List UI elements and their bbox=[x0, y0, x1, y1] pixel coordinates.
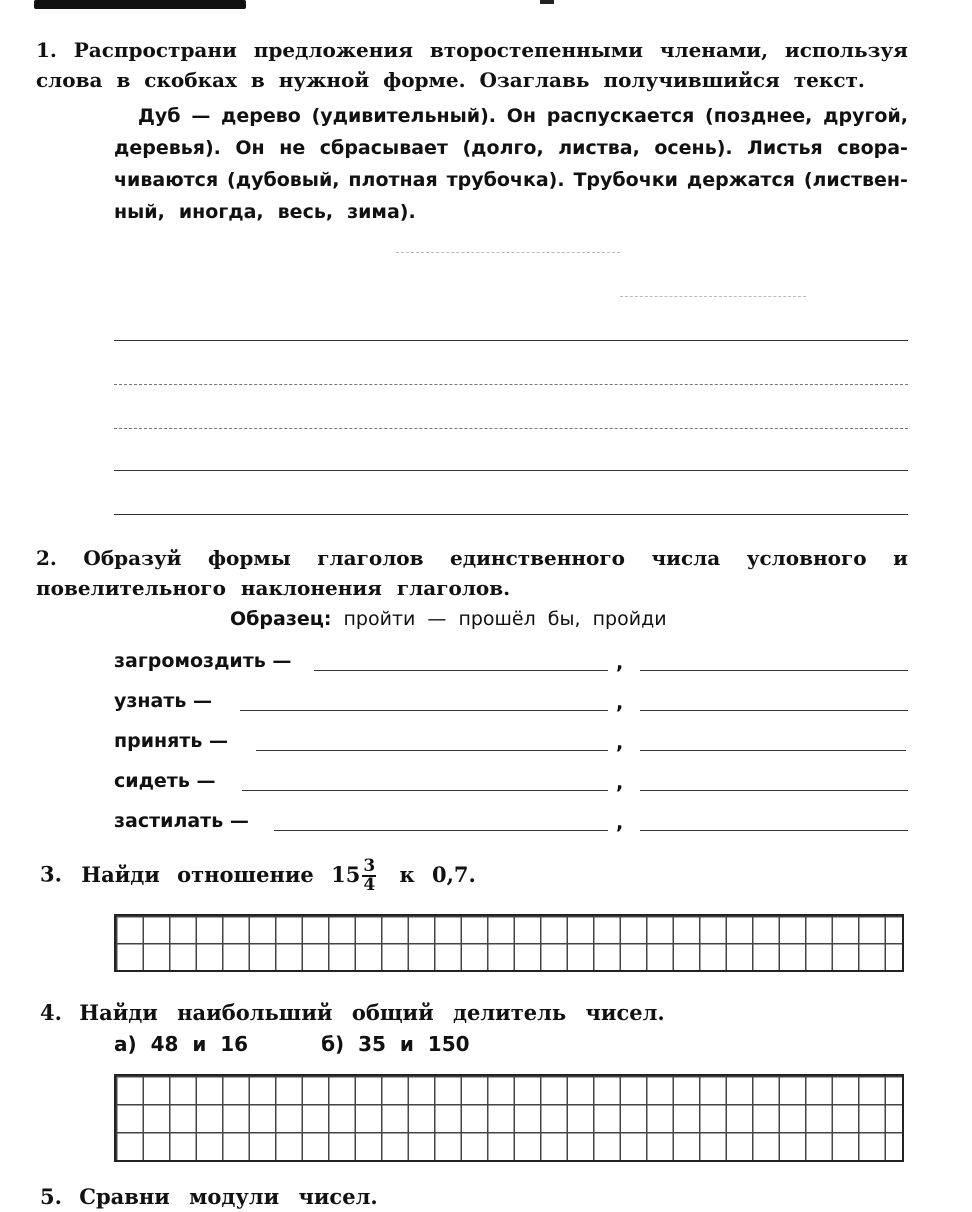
paragraph-row bbox=[114, 132, 908, 164]
task1-instruction-line2: слова в скобках в нужной форме. Озаглавь получившийся текст. bbox=[36, 68, 865, 92]
paragraph-row bbox=[114, 164, 908, 196]
answer-line bbox=[114, 428, 908, 429]
paragraph-word: плотная bbox=[348, 169, 438, 191]
task2-instruction-word: формы bbox=[208, 546, 291, 570]
task2-number: 2. bbox=[36, 546, 57, 570]
fraction: $\frac{3}{4}$ bbox=[363, 856, 376, 895]
task2-instruction-word: глаголов bbox=[317, 546, 424, 570]
paragraph-word: чиваются bbox=[114, 169, 219, 191]
task2-instruction-line2: повелительного наклонения глаголов. bbox=[36, 576, 511, 600]
paragraph-word: Он bbox=[235, 137, 265, 159]
answer-line-title bbox=[396, 252, 620, 253]
paragraph-word: деревья). bbox=[114, 137, 221, 159]
answer-line[interactable] bbox=[274, 830, 608, 831]
answer-line bbox=[114, 470, 908, 471]
answer-line[interactable] bbox=[256, 750, 608, 751]
task1-instruction-word: используя bbox=[784, 38, 908, 62]
paragraph-word: (позднее, bbox=[705, 105, 813, 127]
answer-line[interactable] bbox=[640, 750, 906, 751]
task4-item-a: а) 48 и 16 bbox=[114, 1032, 249, 1056]
paragraph-word: (долго, bbox=[462, 137, 544, 159]
paragraph-word: Он bbox=[506, 105, 537, 127]
answer-line bbox=[114, 340, 908, 341]
task1-number: 1. bbox=[36, 38, 57, 62]
paragraph-word: не bbox=[279, 137, 306, 159]
paragraph-word: ный, bbox=[114, 201, 165, 223]
answer-grid-task3[interactable] bbox=[114, 914, 904, 972]
task4-instruction: 4. Найди наибольший общий делитель чисел. bbox=[40, 1000, 665, 1025]
task4-number: 4. bbox=[40, 1000, 62, 1025]
answer-line bbox=[114, 514, 908, 515]
paragraph-word: иногда, bbox=[178, 201, 264, 223]
paragraph-word: весь, bbox=[277, 201, 334, 223]
answer-line[interactable] bbox=[242, 790, 608, 791]
task5-instruction: 5. Сравни модули чисел. bbox=[40, 1184, 378, 1209]
paragraph-word: (удивительный). bbox=[311, 105, 496, 127]
task1-instruction-line1 bbox=[36, 38, 908, 62]
paragraph-word: свора- bbox=[837, 137, 908, 159]
workbook-page: 1. Распространи предложения второстепенными членами, используя слова в скобках в нужной форме. Озаглавь получившийся текст. Дуб — дерево (удивительный). Он распускается (позднее, другой, деревья). Он не сбрасывает (долго, листва, осень). Листья свора- чиваются (дубовый, плотная трубочка). Трубочки держатся (листвен- ный, иногда, весь, зима). 2. Образуй формы глаголов единственного числа условного и повелительного наклонения глаголов. Образец: пройти — прошёл бы, пройди загромоздить — , узнать — , принять — , сидеть — , застилать — , 3. Найди отношение 15 $\frac{3}{4}$ к 0,7. 4. Найди наибольший общий делитель чисел. а) 48 и 16 б) 35 и 150 5. Сравни модули чисел. bbox=[0, 0, 972, 1212]
paragraph-word: трубочка). bbox=[446, 169, 565, 191]
task1-instruction-word: предложения bbox=[253, 38, 413, 62]
paragraph-word: (листвен- bbox=[803, 169, 908, 191]
paragraph-word: (дубовый, bbox=[227, 169, 340, 191]
paragraph-row bbox=[114, 196, 908, 228]
paragraph-word: осень). bbox=[654, 137, 733, 159]
paragraph-word: держатся bbox=[686, 169, 795, 191]
task2-instruction-word: единственного bbox=[450, 546, 625, 570]
paragraph-word: Трубочки bbox=[573, 169, 678, 191]
answer-line bbox=[620, 296, 806, 297]
task3-instruction: 3. Найди отношение 15 $\frac{3}{4}$ к 0,7. bbox=[40, 856, 476, 895]
paragraph-word: Листья bbox=[747, 137, 823, 159]
answer-line[interactable] bbox=[314, 670, 608, 671]
paragraph-word: сбрасывает bbox=[319, 137, 448, 159]
task2-instruction-word: Образуй bbox=[83, 546, 182, 570]
paragraph-word: другой, bbox=[823, 105, 908, 127]
task2-sample bbox=[230, 608, 667, 630]
paragraph-word: листва, bbox=[558, 137, 640, 159]
paragraph-word: — bbox=[191, 105, 211, 127]
header-rule bbox=[34, 0, 246, 9]
answer-line[interactable] bbox=[640, 670, 908, 671]
header-mark bbox=[540, 0, 554, 4]
task2-instruction-word: числа bbox=[651, 546, 721, 570]
task4-item-b: б) 35 и 150 bbox=[321, 1032, 470, 1056]
paragraph-word: Дуб bbox=[138, 105, 181, 127]
task1-instruction-word: Распространи bbox=[73, 38, 237, 62]
task2-instruction-word: и bbox=[893, 546, 908, 570]
answer-line[interactable] bbox=[240, 710, 608, 711]
task4-items bbox=[114, 1032, 470, 1056]
paragraph-word: зима). bbox=[347, 201, 416, 223]
paragraph-word: дерево bbox=[221, 105, 301, 127]
task2-instruction-line1 bbox=[36, 546, 908, 570]
paragraph-word: распускается bbox=[546, 105, 695, 127]
task1-instruction-word: членами, bbox=[659, 38, 769, 62]
task1-instruction-word: второстепенными bbox=[429, 38, 643, 62]
answer-line[interactable] bbox=[640, 710, 908, 711]
answer-line bbox=[114, 384, 908, 385]
task3-number: 3. bbox=[40, 861, 62, 887]
answer-line[interactable] bbox=[640, 830, 908, 831]
task1-paragraph bbox=[114, 100, 908, 228]
task5-number: 5. bbox=[40, 1184, 62, 1209]
answer-line[interactable] bbox=[640, 790, 908, 791]
answer-grid-task4[interactable] bbox=[114, 1074, 904, 1162]
sample-text: пройти — прошёл бы, пройди bbox=[331, 608, 667, 630]
paragraph-row bbox=[114, 100, 908, 132]
task2-instruction-word: условного bbox=[746, 546, 867, 570]
sample-label: Образец: bbox=[230, 608, 332, 630]
